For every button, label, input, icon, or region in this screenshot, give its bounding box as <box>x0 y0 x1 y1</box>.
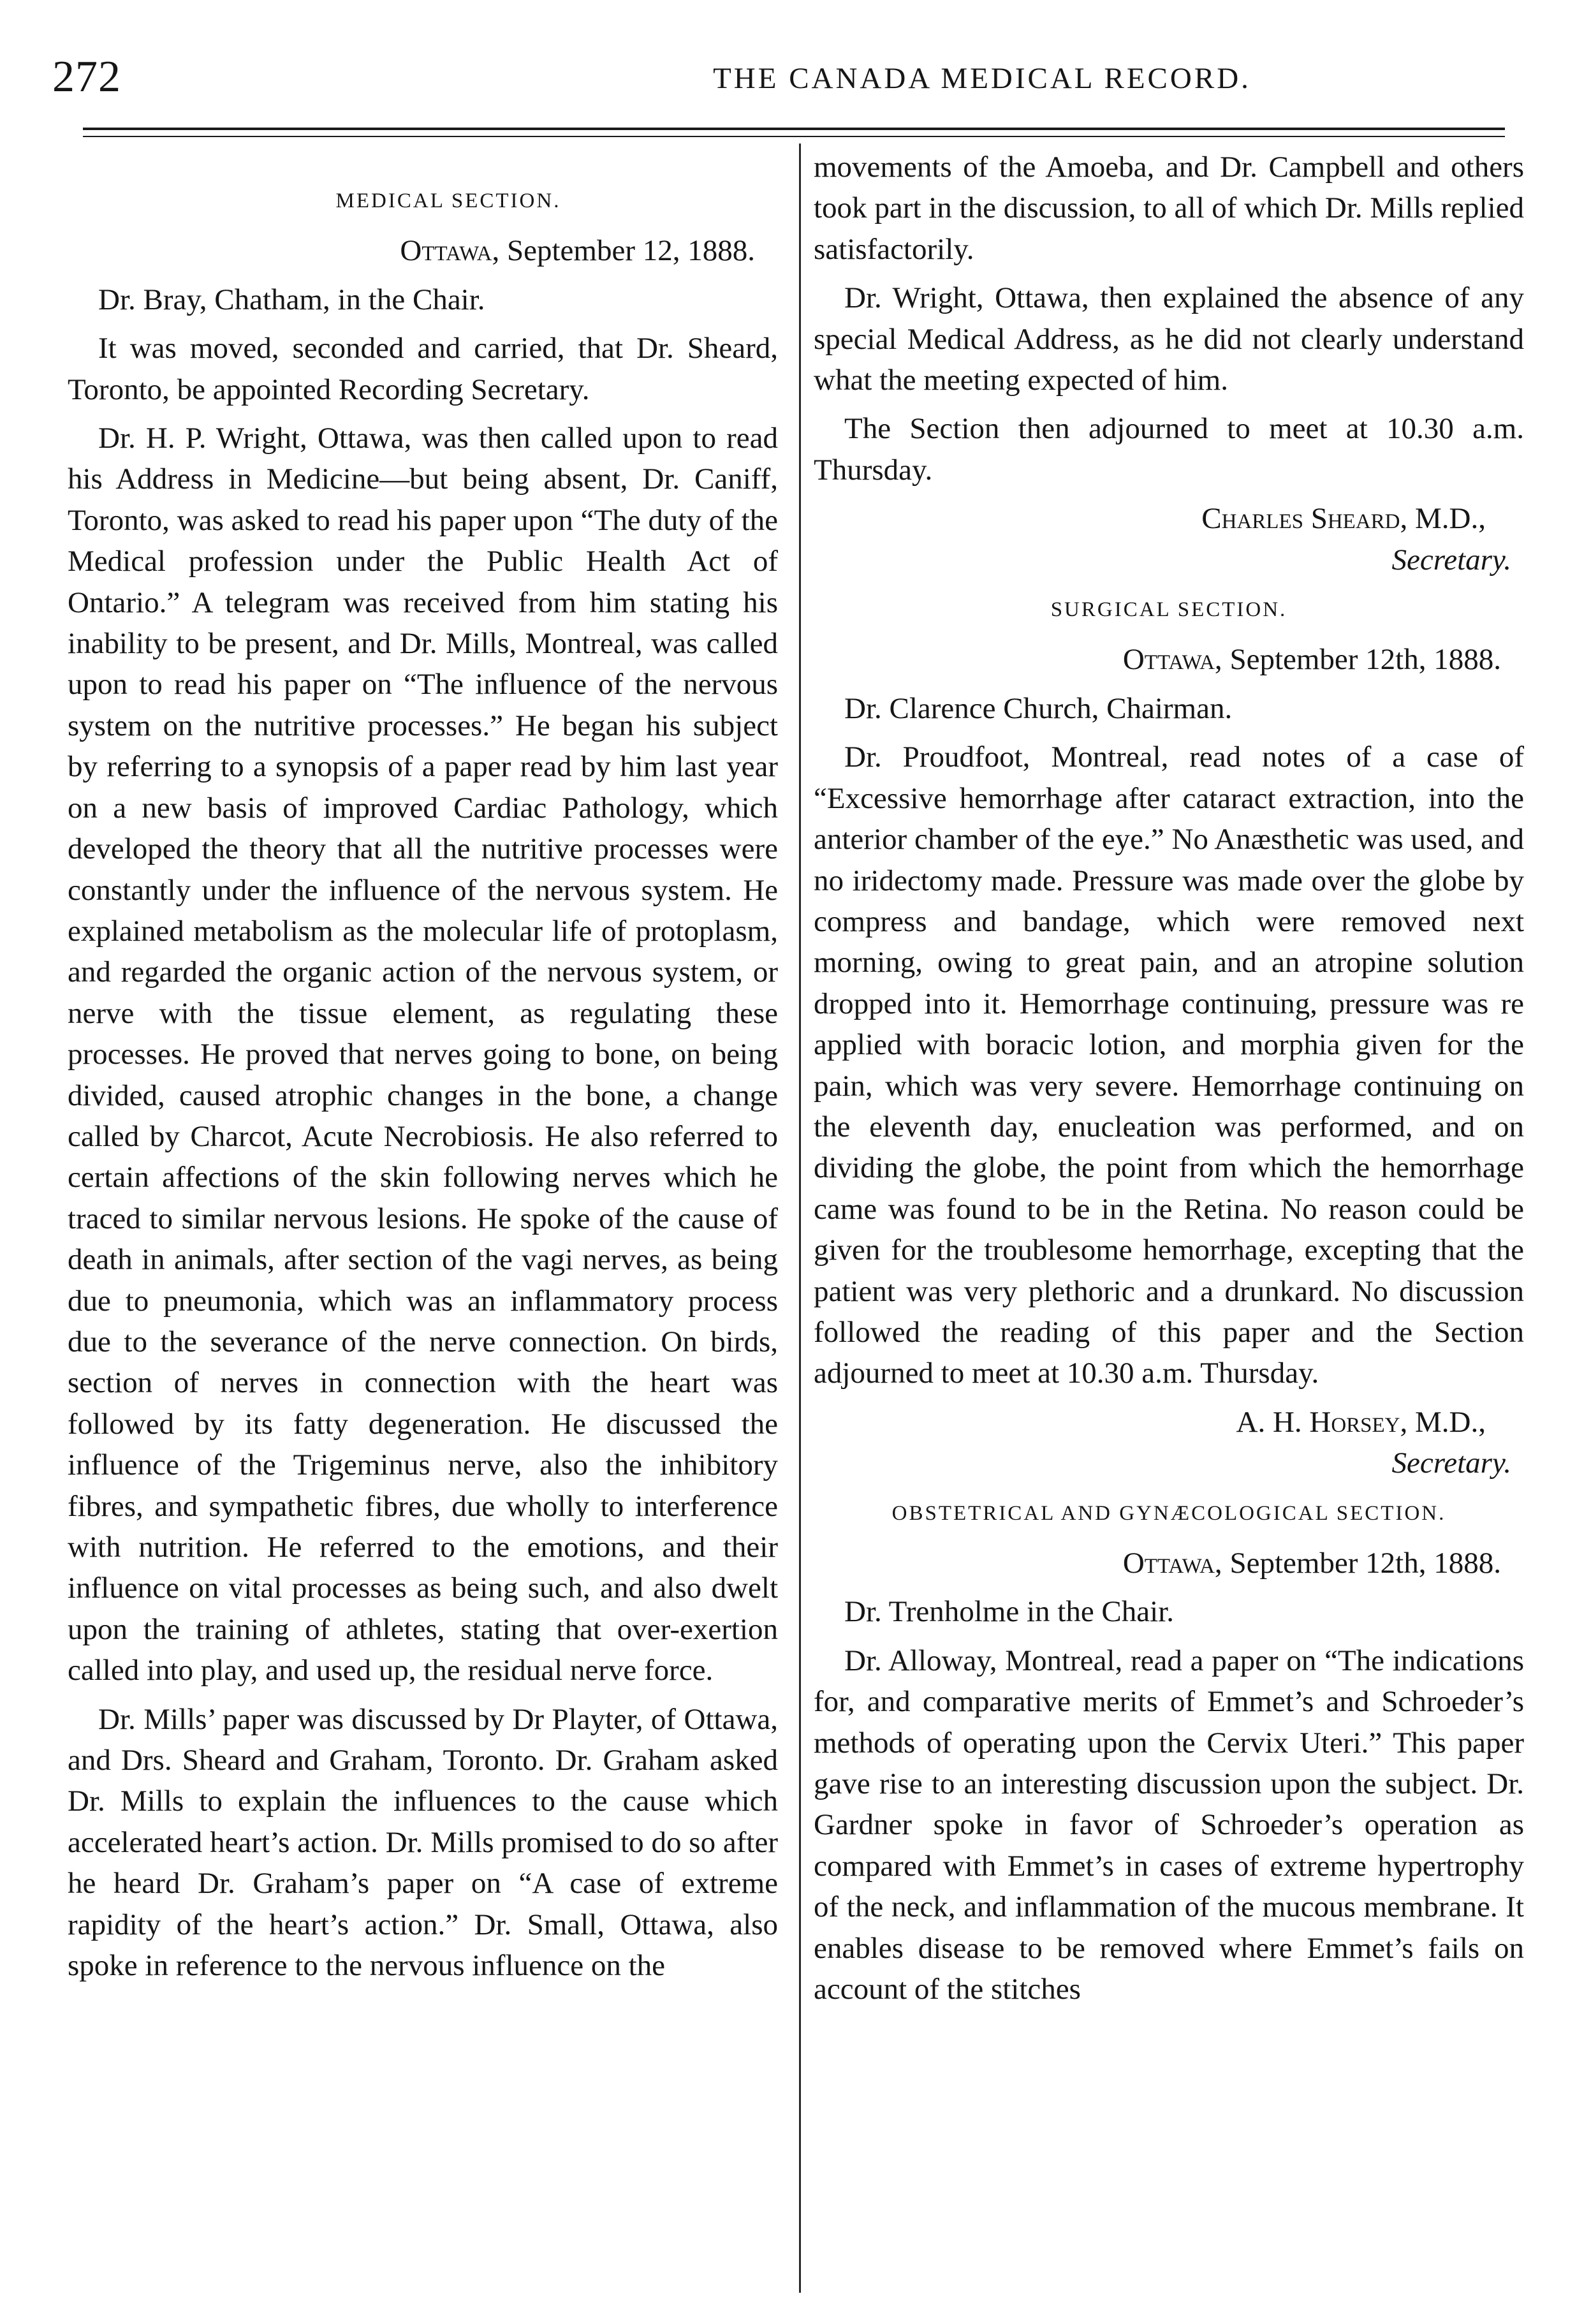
dateline-date: September 12, 1888. <box>507 234 755 268</box>
signature-name: A. H. Horsey, M.D., <box>1236 1405 1486 1439</box>
page-number: 272 <box>52 52 121 101</box>
obstetrical-section-title: OBSTETRICAL AND GYNÆCOLOGICAL SECTION. <box>891 1501 1446 1525</box>
surgical-section-title: SURGICAL SECTION. <box>1050 598 1287 622</box>
header-rule-thick <box>83 128 1505 130</box>
paragraph: It was moved, seconded and carried, that Dr. Sheard, Toronto, be appointed Recording Secretary. <box>68 332 778 406</box>
obstetrical-section-dateline <box>814 1543 1524 1584</box>
continued-paragraph: movements of the Amoeba, and Dr. Campbell and others took part in the discussion, to all of which Dr. Mills replied satisfactorily. <box>814 151 1524 266</box>
paragraph: Dr. Proudfoot, Montreal, read notes of a case of “Excessive hemorrhage after cataract extraction, into the anterior chamber of the eye.” No Anæsthetic was used, and no iridectomy made. Pressure was made over the globe by compress and bandage, which were removed next morning, owing to great pain, and an atropine solution dropped into it. Hemorrhage continuing, pressure was re applied with boracic lotion, and morphia given for the pain, which was very severe. Hemorrhage continuing on the eleventh day, enucleation was performed, and on dividing the globe, the point from which the hemorrhage came was found to be in the Retina. No reason could be given for the troublesome hemorrhage, excepting that the patient was very plethoric and a drunkard. No discussion followed the reading of this paper and the Section adjourned to meet at 10.30 a.m. Thursday. <box>814 740 1524 1390</box>
left-column <box>68 180 778 1994</box>
medical-section-title: MEDICAL SECTION. <box>335 189 561 212</box>
dateline-city: Ottawa, <box>1122 1547 1222 1580</box>
dateline-date: September 12th, 1888. <box>1229 1547 1501 1580</box>
paragraph: The Section then adjourned to meet at 10.30 a.m. Thursday. <box>814 412 1524 487</box>
dateline-city: Ottawa, <box>400 234 500 268</box>
surgical-signature-title: Secretary. <box>1391 1446 1511 1480</box>
paragraph: Dr. Trenholme in the Chair. <box>844 1595 1174 1629</box>
header-rule-thin <box>83 136 1505 137</box>
dateline-date: September 12th, 1888. <box>1229 643 1501 677</box>
running-title: THE CANADA MEDICAL RECORD. <box>713 62 1251 95</box>
dateline-city: Ottawa, <box>1122 643 1222 677</box>
medical-section-dateline <box>68 230 778 271</box>
paragraph: Dr. Mills’ paper was discussed by Dr Playter, of Ottawa, and Drs. Sheard and Graham, Toronto. Dr. Graham asked Dr. Mills to explain the influences to the cause which accelerated heart’s action. Dr. Mills promised to do so after he heard Dr. Graham’s paper on “A case of extreme rapidity of the heart’s action.” Dr. Small, Ottawa, also spoke in reference to the nervous influence on the <box>68 1702 778 1983</box>
surgical-section-dateline <box>814 639 1524 680</box>
right-column <box>814 147 1524 2017</box>
paragraph: Dr. Clarence Church, Chairman. <box>844 691 1233 725</box>
signature-name: Charles Sheard, M.D., <box>1201 502 1486 536</box>
paragraph: Dr. Bray, Chatham, in the Chair. <box>98 283 485 316</box>
column-divider <box>799 143 801 2293</box>
surgical-signature <box>814 1402 1524 1443</box>
paragraph: Dr. Wright, Ottawa, then explained the absence of any special Medical Address, as he did not clearly understand what the meeting expected of him. <box>814 281 1524 397</box>
paragraph: Dr. Alloway, Montreal, read a paper on “The indications for, and comparative merits of Emmet’s and Schroeder’s methods of operating upon the Cervix Uteri.” This paper gave rise to an interesting discussion upon the subject. Dr. Gardner spoke in favor of Schroeder’s operation as compared with Emmet’s in cases of extreme hypertrophy of the neck, and inflammation of the mucous membrane. It enables disease to be removed where Emmet’s fails on account of the stitches <box>814 1644 1524 2006</box>
medical-signature-title: Secretary. <box>1391 543 1511 577</box>
paragraph: Dr. H. P. Wright, Ottawa, was then called upon to read his Address in Medicine—but being absent, Dr. Caniff, Toronto, was asked to read his paper upon “The duty of the Medical profession under the Public Health Act of Ontario.” A telegram was received from him stating his inability to be present, and Dr. Mills, Montreal, was called upon to read his paper on “The influence of the nervous system on the nutritive processes.” He began his subject by referring to a synopsis of a paper read by him last year on a new basis of improved Cardiac Pathology, which developed the theory that all the nutritive processes were constantly under the influence of the nervous system. He explained metabolism as the molecular life of protoplasm, and regarded the organic action of the nervous system, or nerve with the tissue element, as regulating these processes. He proved that nerves going to bone, on being divided, caused atrophic changes in the bone, a change called by Charcot, Acute Necrobiosis. He also referred to certain affections of the skin following nerves which he traced to similar nervous lesions. He spoke of the cause of death in animals, after section of the vagi nerves, as being due to pneumonia, which was an inflammatory process due to the severance of the nerve connection. On birds, section of nerves in connection with the heart was followed by its fatty degeneration. He discussed the influence of the Trigeminus nerve, also the inhibitory fibres, and sympathetic fibres, due wholly to interference with nutrition. He referred to the emotions, and their influence on vital processes as being such, and also dwelt upon the training of athletes, stating that over-exertion called into play, and used up, the residual nerve force. <box>68 422 778 1688</box>
medical-signature <box>814 498 1524 539</box>
